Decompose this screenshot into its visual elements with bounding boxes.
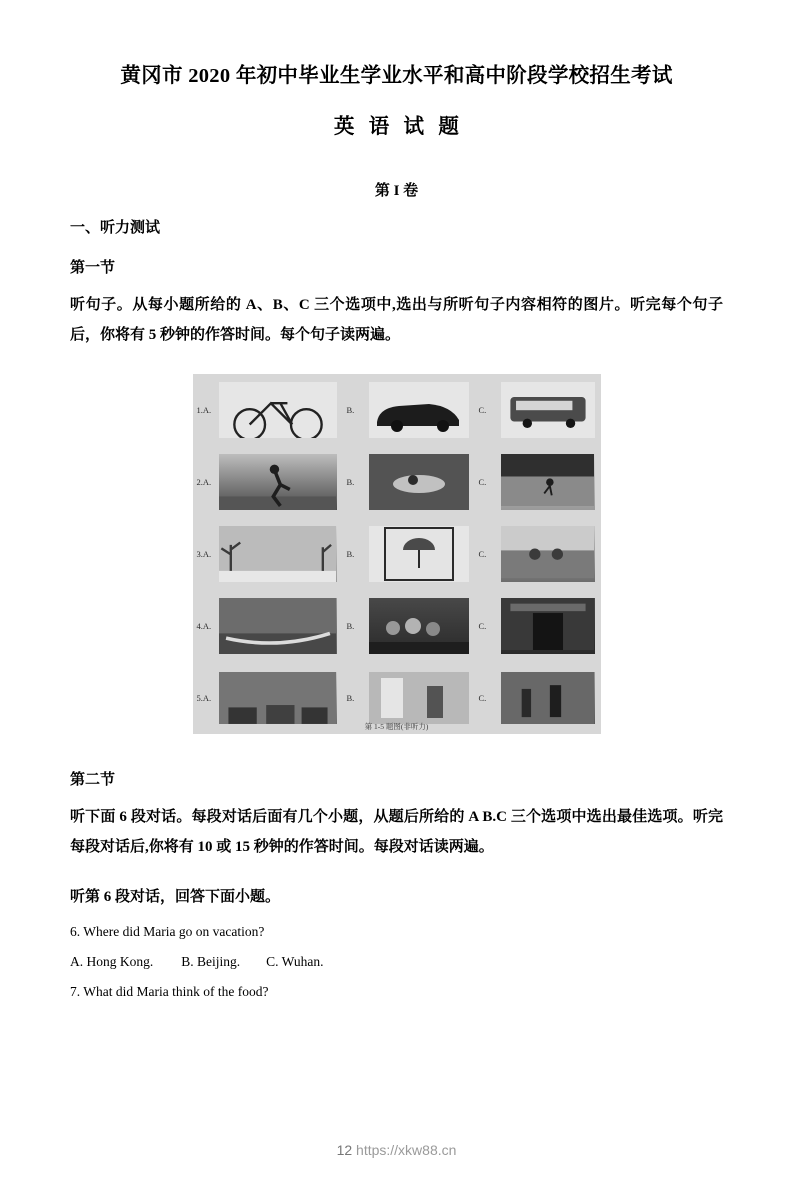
option-label-c: C.: [478, 476, 487, 487]
figure-caption: 第 1-5 题图(非听力): [364, 721, 429, 731]
picture-cell: [343, 446, 475, 518]
picture-cell: [343, 374, 475, 446]
option-label-a: 2.A.: [196, 476, 212, 487]
street-people-photo: [501, 672, 595, 724]
option-label-c: C.: [478, 620, 487, 631]
option-label-c: C.: [478, 692, 487, 703]
picture-cell: [193, 590, 343, 662]
question-item: [70, 977, 723, 1007]
festival-crowd-photo: [369, 598, 469, 654]
listening-pictures-figure: [193, 374, 601, 734]
dragon-boat-photo: [219, 598, 337, 654]
option-label-a: 3.A.: [196, 548, 212, 559]
picture-cell: [475, 374, 601, 446]
picture-cell: [475, 446, 601, 518]
question-number: 7.: [70, 983, 81, 999]
picture-cell: [475, 518, 601, 590]
volume-heading: 第 I 卷: [374, 182, 419, 199]
subtitle-char-1: 英: [333, 115, 355, 138]
question-item: [70, 917, 723, 947]
picture-row: [193, 446, 601, 518]
bicycle-photo: [219, 382, 337, 438]
picture-row: [193, 374, 601, 446]
rain-umbrella-photo: [369, 526, 469, 582]
part-two-subheading: 听第 6 段对话，回答下面小题。: [70, 889, 281, 906]
picture-row: [193, 518, 601, 590]
page-title: 黄冈市 2020 年初中毕业生学业水平和高中阶段学校招生考试: [120, 65, 673, 87]
picture-cell: [343, 590, 475, 662]
option-label-b: B.: [346, 476, 355, 487]
option-label-c: C.: [478, 404, 487, 415]
picture-cell: [193, 518, 343, 590]
beach-photo: [501, 526, 595, 582]
subtitle-char-4: 题: [438, 115, 460, 138]
section-listening-heading: 一、听力测试: [70, 219, 161, 236]
part-two-instruction: 听下面 6 段对话。每段对话后面有几个小题，从题后所给的 A B.C 三个选项中选出最佳选项。听完每段对话后,你将有 10 或 15 秒钟的作答时间。每段对话读两遍。: [70, 808, 723, 856]
swimmer-photo: [369, 454, 469, 510]
option-label-a: 5.A.: [196, 692, 212, 703]
question-text: What did Maria think of the food?: [83, 983, 269, 999]
page-number: 12: [336, 1142, 353, 1158]
snow-scene-photo: [219, 526, 337, 582]
option-label-a: 4.A.: [196, 620, 212, 631]
question-options: [70, 947, 723, 977]
bus-photo: [501, 382, 595, 438]
classroom-photo: [219, 672, 337, 724]
option-b[interactable]: B. Beijing.: [181, 953, 241, 969]
page-footer: [0, 1142, 793, 1158]
subtitle-char-2: 语: [368, 115, 390, 138]
option-label-a: 1.A.: [196, 404, 212, 415]
option-label-b: B.: [346, 692, 355, 703]
subtitle-char-3: 试: [403, 115, 425, 138]
watermark-text: https://xkw88.cn: [356, 1142, 457, 1158]
indoor-room-photo: [369, 672, 469, 724]
picture-row: [193, 590, 601, 662]
picture-cell: [343, 518, 475, 590]
picture-cell: [475, 590, 601, 662]
page-subtitle: [70, 109, 723, 139]
runner-photo: [219, 454, 337, 510]
gate-photo: [501, 598, 595, 654]
option-label-b: B.: [346, 620, 355, 631]
question-number: 6.: [70, 924, 81, 940]
picture-cell: [193, 374, 343, 446]
part-one-instruction: 听句子。从每小题所给的 A、B、C 三个选项中,选出与所听句子内容相符的图片。听完每个句子后，你将有 5 秒钟的作答时间。每个句子读两遍。: [70, 296, 723, 343]
part-two-heading: 第二节: [70, 771, 116, 788]
option-c[interactable]: C. Wuhan.: [266, 953, 324, 969]
option-label-b: B.: [346, 404, 355, 415]
option-label-c: C.: [478, 548, 487, 559]
question-text: Where did Maria go on vacation?: [83, 924, 265, 940]
exam-paper-page: [0, 62, 793, 1184]
part-one-heading: 第一节: [70, 259, 116, 276]
baseball-photo: [501, 454, 595, 510]
black-car-photo: [369, 382, 469, 438]
option-label-b: B.: [346, 548, 355, 559]
picture-cell: [193, 446, 343, 518]
option-a[interactable]: A. Hong Kong.: [70, 953, 154, 969]
